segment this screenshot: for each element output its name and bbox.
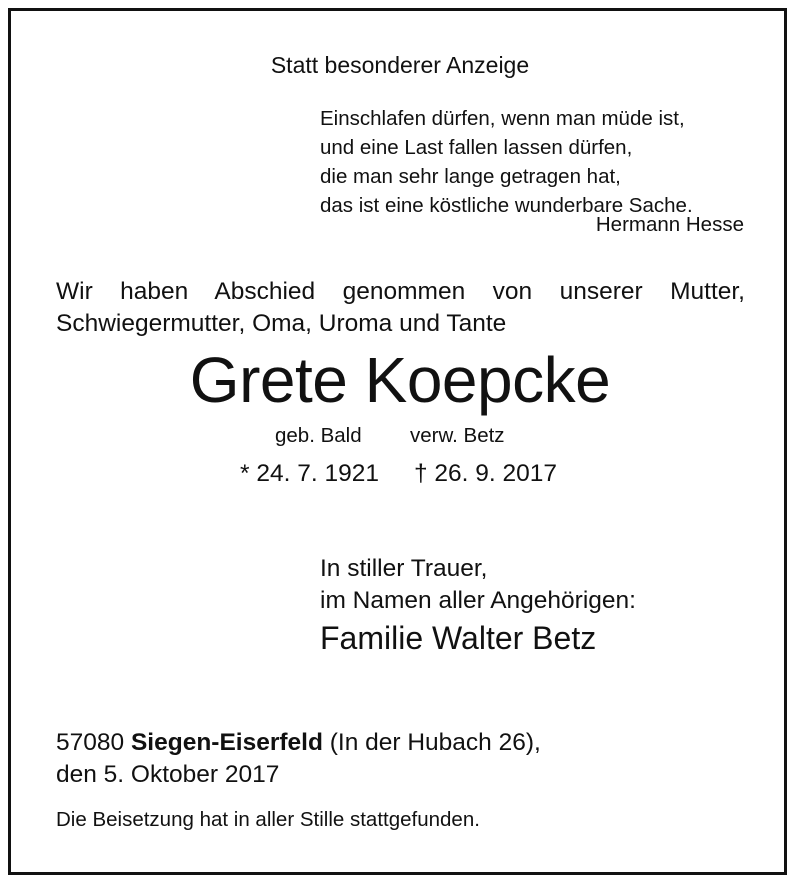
mourning-line-2: im Namen aller Angehörigen: (320, 587, 636, 614)
postal-code: 57080 (56, 729, 125, 756)
poem-line: Einschlafen dürfen, wenn man müde ist, (320, 107, 685, 130)
widowed-name: verw. Betz (410, 424, 505, 447)
intro-line-2: Schwiegermutter, Oma, Uroma und Tante (56, 310, 507, 337)
poem-line: und eine Last fallen lassen dürfen, (320, 136, 633, 159)
city-name: Siegen-Eiserfeld (130, 729, 323, 756)
notice-heading: Statt besonderer Anzeige (270, 52, 530, 78)
poem-line: das ist eine köstliche wunderbare Sache. (320, 194, 693, 217)
poem-quote (320, 104, 693, 220)
intro-line-1: Wir haben Abschied genommen von unserer Mutter, (56, 278, 745, 305)
deceased-name: Grete Koepcke (189, 344, 611, 416)
birth-date: * 24. 7. 1921 (240, 460, 379, 487)
date-line: den 5. Oktober 2017 (56, 761, 280, 788)
poem-line: die man sehr lange getragen hat, (320, 165, 621, 188)
funeral-note: Die Beisetzung hat in aller Stille stattgefunden. (56, 808, 480, 831)
family-signature: Familie Walter Betz (320, 620, 597, 656)
mourning-line-1: In stiller Trauer, (320, 555, 488, 582)
death-date: † 26. 9. 2017 (414, 460, 558, 487)
address-line (56, 729, 541, 757)
maiden-name: geb. Bald (275, 424, 362, 447)
poem-author: Hermann Hesse (595, 213, 744, 236)
street-address: (In der Hubach 26), (329, 729, 541, 756)
